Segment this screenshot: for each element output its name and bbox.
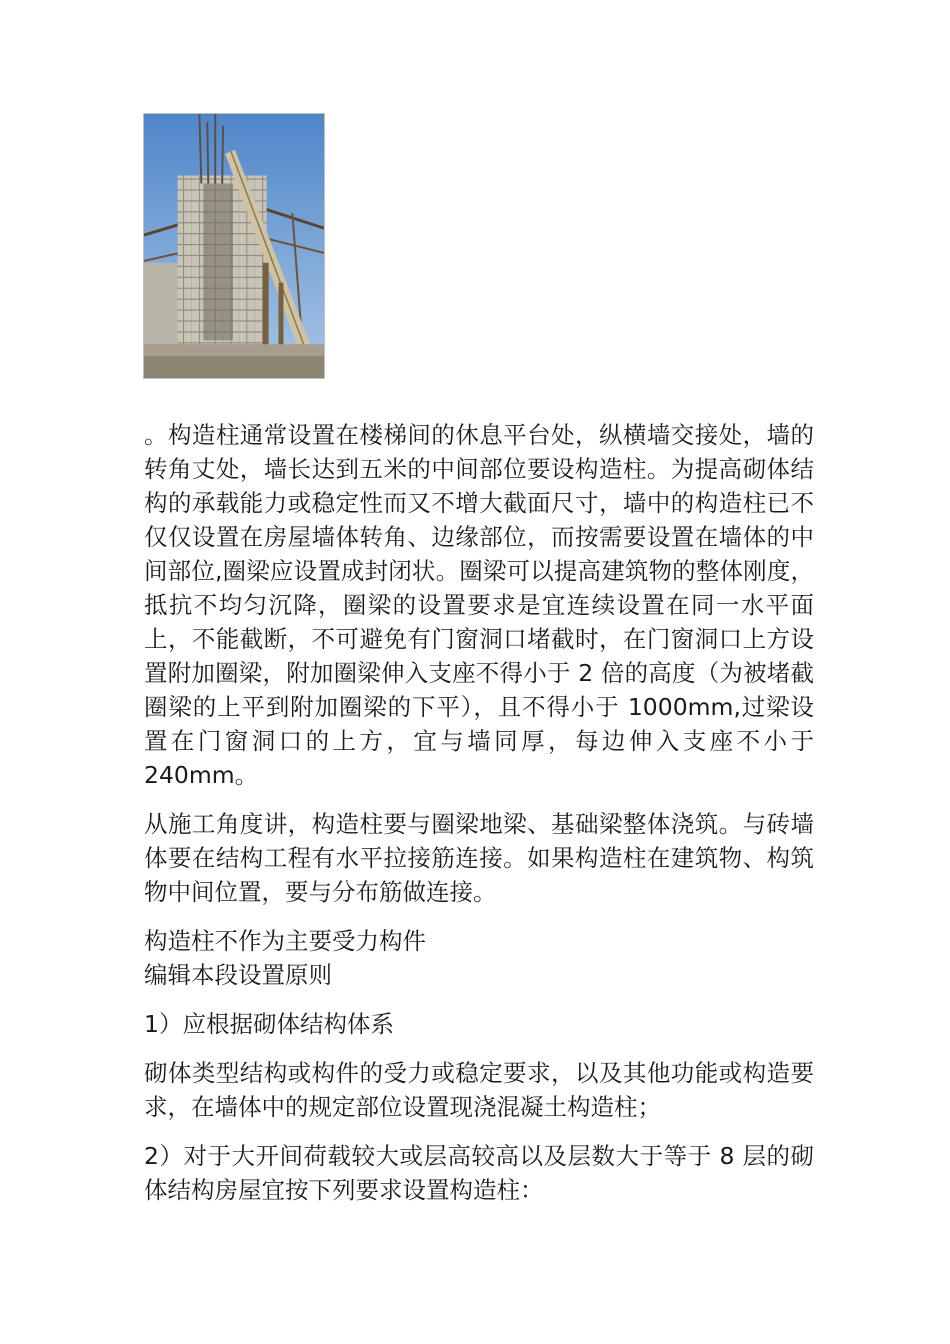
list-item: 1）应根据砌体结构体系: [144, 1010, 394, 1038]
paragraph: 砌体类型结构或构件的受力或稳定要求，以及其他功能或构造要求，在墙体中的规定部位设置现浇混凝土构造柱；: [144, 1059, 814, 1121]
paragraph: 。构造柱通常设置在楼梯间的休息平台处，纵横墙交接处，墙的转角丈处，墙长达到五米的中间部位要设构造柱。为提高砌体结构的承载能力或稳定性而又不增大截面尺寸，墙中的构造柱已不仅仅设置在房屋墙体转角、边缘部位，而按需要设置在墙体的中间部位,圈梁应设置成封闭状。圈梁可以提高建筑物的整体刚度，抵抗不均匀沉降，圈梁的设置要求是宜连续设置在同一水平面上，不能截断，不可避免有门窗洞口堵截时，在门窗洞口上方设置附加圈梁，附加圈梁伸入支座不得小于 2 倍的高度（为被堵截圈梁的上平到附加圈梁的下平），且不得小于 1000mm,过梁设置在门窗洞口的上方，宜与墙同厚，每边伸入支座不小于 240mm。: [144, 421, 814, 789]
construction-photo: [143, 113, 325, 379]
construction-photo-icon: [144, 114, 324, 378]
section-heading: 编辑本段设置原则: [144, 961, 332, 989]
paragraph: 从施工角度讲，构造柱要与圈梁地梁、基础梁整体浇筑。与砖墙体要在结构工程有水平拉接筋连接。如果构造柱在建筑物、构筑物中间位置，要与分布筋做连接。: [144, 810, 814, 906]
list-item: 2）对于大开间荷载较大或层高较高以及层数大于等于 8 层的砌体结构房屋宜按下列要求设置构造柱：: [144, 1142, 814, 1204]
document-body: [144, 418, 814, 1222]
paragraph: 构造柱不作为主要受力构件: [144, 927, 426, 955]
